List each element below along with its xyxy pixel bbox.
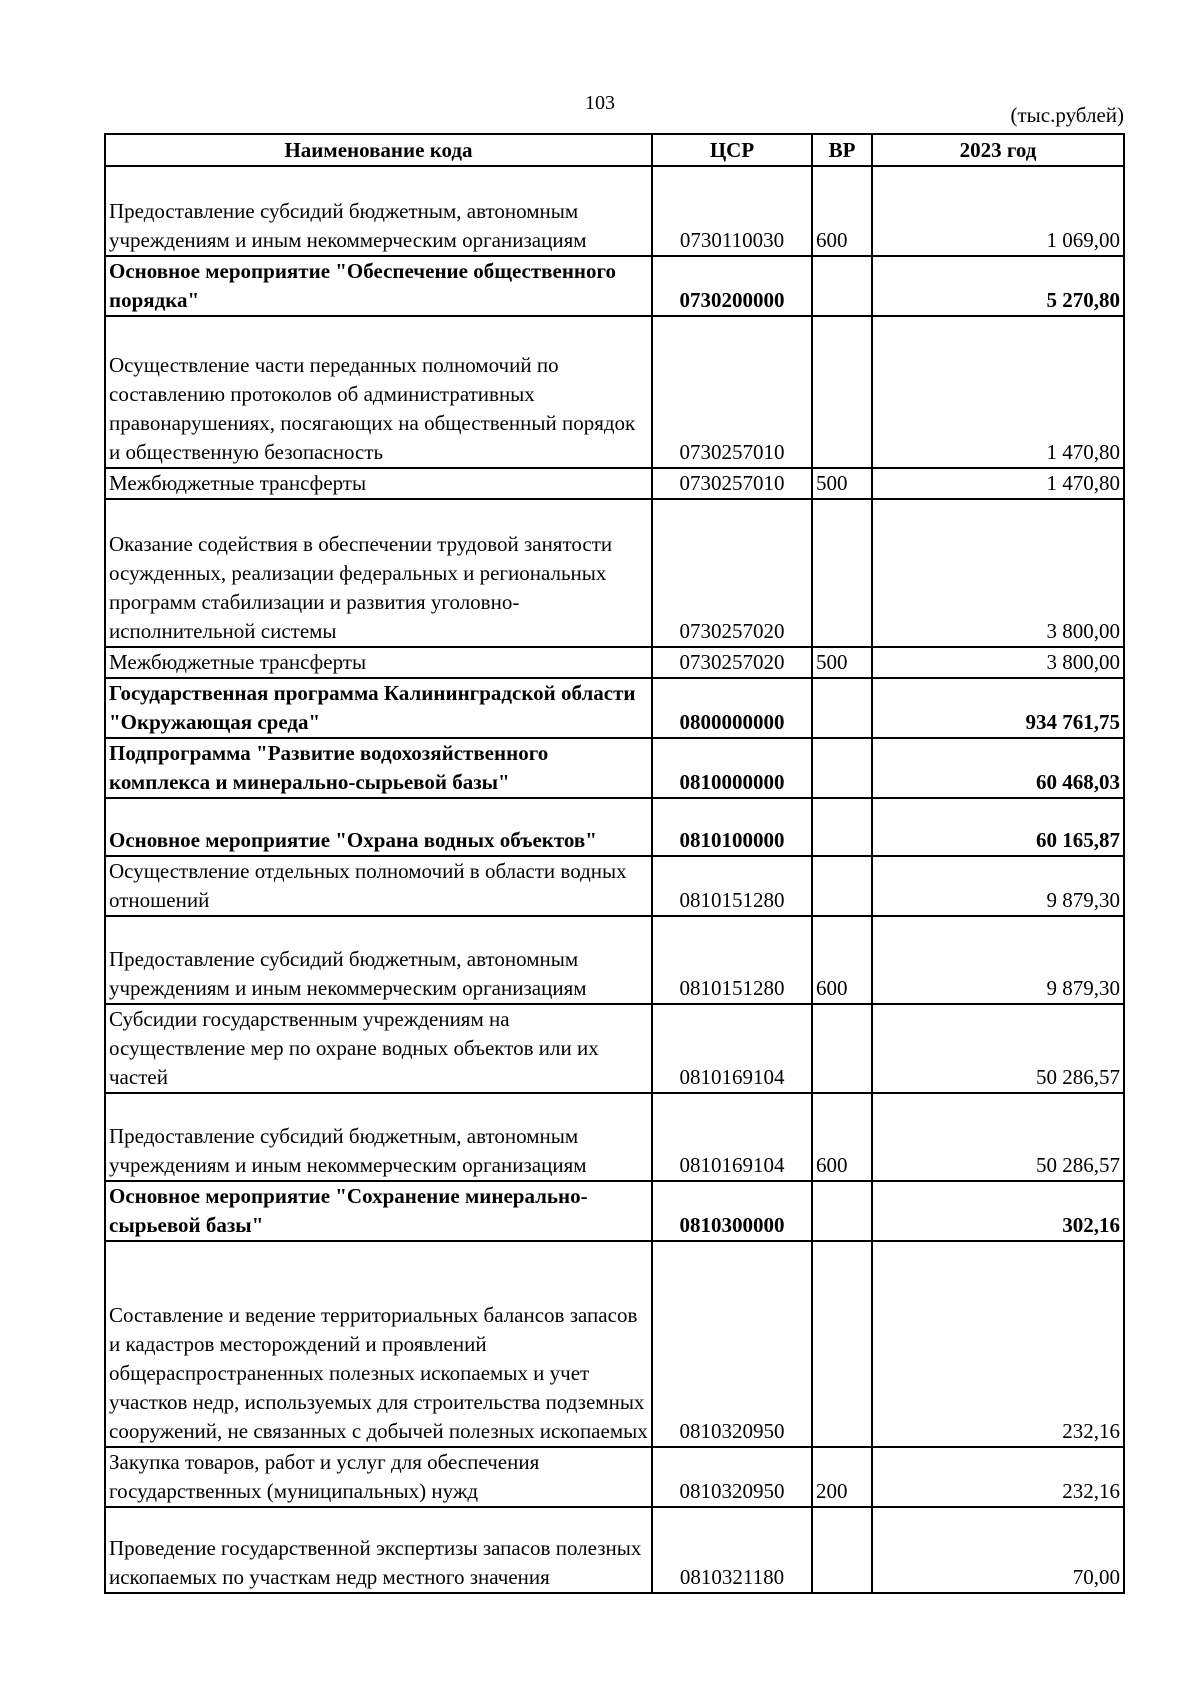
- table-row: [105, 738, 1124, 798]
- header-sum: 2023 год: [872, 134, 1124, 166]
- cell-name: Оказание содействия в обеспечении трудовой занятости осужденных, реализации федеральных и региональных программ стабилизации и развития уголовно-исполнительной системы: [105, 499, 652, 647]
- cell-vr: 500: [812, 647, 872, 678]
- cell-vr: [812, 678, 872, 738]
- cell-csr: 0810169104: [652, 1004, 812, 1093]
- cell-vr: [812, 1004, 872, 1093]
- cell-name: Составление и ведение территориальных балансов запасов и кадастров месторождений и проявлений общераспространенных полезных ископаемых и учет участков недр, используемых для строительства подземных сооружений, не связанных с добычей полезных ископаемых: [105, 1241, 652, 1447]
- table-row: [105, 1507, 1124, 1593]
- page-number: 103: [585, 92, 615, 114]
- cell-name: Предоставление субсидий бюджетным, автономным учреждениям и иным некоммерческим организациям: [105, 166, 652, 256]
- cell-sum: 232,16: [872, 1447, 1124, 1507]
- table-row: [105, 1004, 1124, 1093]
- cell-csr: 0810100000: [652, 798, 812, 856]
- cell-name: Государственная программа Калининградской области "Окружающая среда": [105, 678, 652, 738]
- header-csr: ЦСР: [652, 134, 812, 166]
- cell-sum: 934 761,75: [872, 678, 1124, 738]
- cell-csr: 0810320950: [652, 1447, 812, 1507]
- table-row: [105, 256, 1124, 316]
- cell-name: Проведение государственной экспертизы запасов полезных ископаемых по участкам недр местного значения: [105, 1507, 652, 1593]
- table-row: [105, 1241, 1124, 1447]
- header-name: Наименование кода: [105, 134, 652, 166]
- cell-csr: 0810169104: [652, 1093, 812, 1181]
- cell-name: Предоставление субсидий бюджетным, автономным учреждениям и иным некоммерческим организациям: [105, 916, 652, 1004]
- cell-csr: 0730257010: [652, 316, 812, 468]
- table-row: [105, 856, 1124, 916]
- cell-csr: 0730257020: [652, 647, 812, 678]
- cell-csr: 0810000000: [652, 738, 812, 798]
- cell-sum: 1 069,00: [872, 166, 1124, 256]
- cell-sum: 232,16: [872, 1241, 1124, 1447]
- cell-vr: [812, 256, 872, 316]
- cell-csr: 0730110030: [652, 166, 812, 256]
- cell-vr: [812, 1507, 872, 1593]
- cell-sum: 50 286,57: [872, 1004, 1124, 1093]
- table-row: [105, 916, 1124, 1004]
- cell-sum: 9 879,30: [872, 916, 1124, 1004]
- cell-vr: 600: [812, 916, 872, 1004]
- table-row: [105, 1093, 1124, 1181]
- cell-name: Предоставление субсидий бюджетным, автономным учреждениям и иным некоммерческим организациям: [105, 1093, 652, 1181]
- cell-vr: [812, 738, 872, 798]
- cell-sum: 50 286,57: [872, 1093, 1124, 1181]
- table-row: [105, 647, 1124, 678]
- table-row: [105, 316, 1124, 468]
- cell-name: Закупка товаров, работ и услуг для обеспечения государственных (муниципальных) нужд: [105, 1447, 652, 1507]
- cell-csr: 0810151280: [652, 916, 812, 1004]
- units-label: (тыс.рублей): [1010, 103, 1124, 127]
- cell-csr: 0810151280: [652, 856, 812, 916]
- cell-csr: 0810321180: [652, 1507, 812, 1593]
- cell-sum: 1 470,80: [872, 316, 1124, 468]
- cell-vr: 600: [812, 1093, 872, 1181]
- table-row: [105, 798, 1124, 856]
- cell-vr: 600: [812, 166, 872, 256]
- cell-sum: 60 468,03: [872, 738, 1124, 798]
- table-row: [105, 166, 1124, 256]
- cell-sum: 1 470,80: [872, 468, 1124, 499]
- cell-csr: 0730200000: [652, 256, 812, 316]
- cell-vr: [812, 499, 872, 647]
- cell-vr: [812, 1241, 872, 1447]
- cell-vr: 200: [812, 1447, 872, 1507]
- cell-csr: 0800000000: [652, 678, 812, 738]
- cell-sum: 5 270,80: [872, 256, 1124, 316]
- cell-csr: 0810320950: [652, 1241, 812, 1447]
- cell-csr: 0730257020: [652, 499, 812, 647]
- cell-name: Основное мероприятие "Обеспечение общественного порядка": [105, 256, 652, 316]
- table-row: [105, 468, 1124, 499]
- cell-name: Подпрограмма "Развитие водохозяйственного комплекса и минерально-сырьевой базы": [105, 738, 652, 798]
- cell-vr: [812, 798, 872, 856]
- cell-name: Основное мероприятие "Сохранение минерально-сырьевой базы": [105, 1181, 652, 1241]
- cell-vr: [812, 856, 872, 916]
- table-row: [105, 678, 1124, 738]
- table-header-row: [105, 134, 1124, 166]
- cell-vr: [812, 1181, 872, 1241]
- budget-table: [104, 133, 1125, 1594]
- table-row: [105, 499, 1124, 647]
- cell-csr: 0810300000: [652, 1181, 812, 1241]
- cell-vr: 500: [812, 468, 872, 499]
- cell-name: Основное мероприятие "Охрана водных объектов": [105, 798, 652, 856]
- cell-name: Субсидии государственным учреждениям на осуществление мер по охране водных объектов или их частей: [105, 1004, 652, 1093]
- cell-sum: 70,00: [872, 1507, 1124, 1593]
- cell-sum: 60 165,87: [872, 798, 1124, 856]
- cell-sum: 3 800,00: [872, 647, 1124, 678]
- cell-sum: 302,16: [872, 1181, 1124, 1241]
- cell-name: Межбюджетные трансферты: [105, 468, 652, 499]
- cell-csr: 0730257010: [652, 468, 812, 499]
- cell-sum: 9 879,30: [872, 856, 1124, 916]
- table-row: [105, 1181, 1124, 1241]
- cell-name: Межбюджетные трансферты: [105, 647, 652, 678]
- table-row: [105, 1447, 1124, 1507]
- cell-name: Осуществление отдельных полномочий в области водных отношений: [105, 856, 652, 916]
- header-vr: ВР: [812, 134, 872, 166]
- cell-vr: [812, 316, 872, 468]
- cell-name: Осуществление части переданных полномочий по составлению протоколов об административных правонарушениях, посягающих на общественный порядок и общественную безопасность: [105, 316, 652, 468]
- cell-sum: 3 800,00: [872, 499, 1124, 647]
